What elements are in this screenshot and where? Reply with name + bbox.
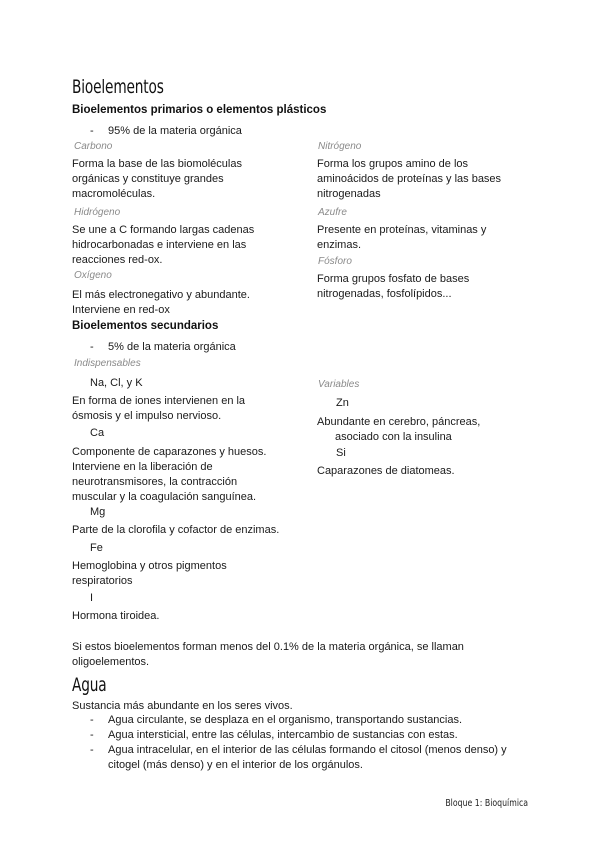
bullet-text: 5% de la materia orgánica [108, 341, 236, 353]
title-agua: Agua [72, 674, 107, 696]
label-fosforo: Fósforo [318, 256, 352, 267]
text-line: Si estos bioelementos forman menos del 0.1% de la materia orgánica, se llaman [72, 641, 464, 653]
agua-intro: Sustancia más abundante en los seres vivos. [72, 700, 293, 712]
oligoelementos-note [72, 640, 542, 670]
text-line: Hemoglobina y otros pigmentos [72, 560, 227, 572]
text-line: Caparazones de diatomeas. [317, 465, 455, 477]
text-line: oligoelementos. [72, 656, 150, 668]
agua-bullet [90, 743, 540, 773]
bullet-secundarios [90, 340, 390, 355]
text-nitrogeno [317, 157, 557, 202]
text-line: Forma grupos fosfato de bases [317, 273, 470, 285]
text-i [72, 609, 312, 624]
bullet-dash: - [90, 125, 94, 137]
symbol-ca: Ca [90, 427, 105, 439]
bullet-primarios [90, 124, 390, 139]
text-line: aminoácidos de proteínas y las bases [317, 173, 502, 185]
bullet-dash: - [90, 341, 94, 353]
bullet-text: 95% de la materia orgánica [108, 125, 242, 137]
agua-bullet [90, 713, 540, 728]
symbol-nacl-k: Na, Cl, y K [90, 377, 143, 389]
text-line: enzimas. [317, 239, 362, 251]
text-line: respiratorios [72, 575, 133, 587]
text-line: macromoléculas. [72, 188, 156, 200]
symbol-zn: Zn [336, 397, 349, 409]
text-line: orgánicas y constituye grandes [72, 173, 224, 185]
text-oxigeno [72, 288, 312, 318]
bullet-text: citogel (más denso) y en el interior de los orgánulos. [108, 759, 363, 771]
text-line: reacciones red-ox. [72, 254, 163, 266]
text-nacl-k [72, 394, 312, 424]
text-line: Presente en proteínas, vitaminas y [317, 224, 487, 236]
agua-bullet [90, 728, 540, 743]
footer-label: Bloque 1: Bioquímica [445, 798, 528, 809]
symbol-mg: Mg [90, 506, 106, 518]
text-line: Interviene en la liberación de [72, 461, 213, 473]
label-oxigeno: Oxígeno [74, 270, 112, 281]
symbol-i: I [90, 592, 94, 604]
label-hidrogeno: Hidrógeno [74, 207, 121, 218]
text-hidrogeno [72, 223, 312, 268]
label-azufre: Azufre [318, 207, 347, 218]
text-line: hidrocarbonadas e interviene en las [72, 239, 247, 251]
text-fosforo [317, 272, 557, 302]
text-line: Forma los grupos amino de los [317, 158, 469, 170]
text-line: Se une a C formando largas cadenas [72, 224, 255, 236]
text-line: nitrogenadas, fosfolípidos... [317, 288, 452, 300]
bullet-text: Agua circulante, se desplaza en el organismo, transportando sustancias. [108, 714, 463, 726]
text-line: En forma de iones intervienen en la [72, 395, 246, 407]
symbol-si: Si [336, 447, 346, 459]
text-azufre [317, 223, 557, 253]
text-line: Interviene en red-ox [72, 304, 170, 316]
text-line: nitrogenadas [317, 188, 381, 200]
text-si [317, 464, 557, 479]
text-line: El más electronegativo y abundante. [72, 289, 250, 301]
text-line: Parte de la clorofila y cofactor de enzimas. [72, 524, 280, 536]
bullet-dash: - [90, 744, 94, 756]
label-indispensables: Indispensables [74, 358, 141, 369]
text-line: Forma la base de las biomoléculas [72, 158, 242, 170]
text-mg [72, 523, 332, 538]
text-line: Abundante en cerebro, páncreas, [317, 416, 481, 428]
heading-secundarios: Bioelementos secundarios [72, 320, 219, 332]
text-line: muscular y la coagulación sanguínea. [72, 491, 257, 503]
bullet-text: Agua intracelular, en el interior de las células formando el citosol (menos denso) y [108, 744, 507, 756]
text-fe [72, 559, 312, 589]
text-line: ósmosis y el impulso nervioso. [72, 410, 222, 422]
text-carbono [72, 157, 312, 202]
text-line: Componente de caparazones y huesos. [72, 446, 267, 458]
symbol-fe: Fe [90, 542, 103, 554]
bullet-text: Agua intersticial, entre las células, intercambio de sustancias con estas. [108, 729, 458, 741]
title-bioelementos: Bioelementos [72, 76, 164, 98]
label-carbono: Carbono [74, 141, 113, 152]
text-line: neurotransmisores, la contracción [72, 476, 238, 488]
text-ca [72, 445, 312, 505]
bullet-dash: - [90, 729, 94, 741]
bullet-dash: - [90, 714, 94, 726]
text-zn [317, 415, 557, 445]
label-variables: Variables [318, 379, 360, 390]
text-line: Hormona tiroidea. [72, 610, 160, 622]
heading-primarios: Bioelementos primarios o elementos plásticos [72, 104, 327, 116]
text-line: asociado con la insulina [335, 431, 452, 443]
label-nitrogeno: Nitrógeno [318, 141, 362, 152]
